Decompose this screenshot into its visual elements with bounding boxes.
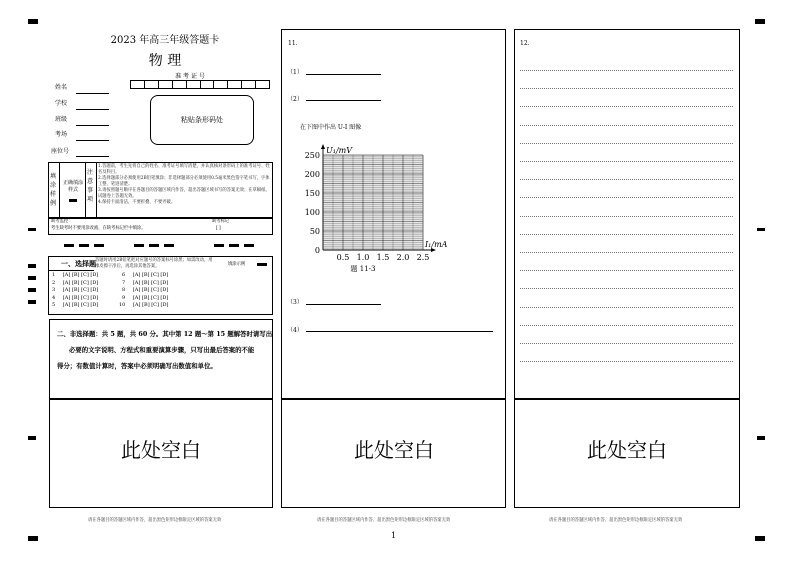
- question-row[interactable]: [119, 302, 168, 310]
- field-class-label: 班级: [55, 116, 68, 123]
- notes-list: [98, 164, 271, 206]
- q12-number: 12.: [520, 40, 530, 47]
- note-item: 3.请按照题号顺序在各题目的答题区域内作答，超出答题区域书写的答案无效；在草稿纸、试题卷上答题无效。: [98, 188, 270, 199]
- nonchoice-line: 必要的文字说明、方程式和重要演算步骤，只写出最后答案的不能: [69, 346, 255, 354]
- correct-fill-label: 正确填涂样式: [62, 180, 83, 193]
- timing-mark: [28, 264, 36, 268]
- question-row[interactable]: [122, 287, 168, 295]
- question-options[interactable]: [A] [B] [C] [D]: [62, 287, 99, 293]
- question-row[interactable]: [122, 280, 168, 288]
- answer-line[interactable]: [520, 252, 733, 253]
- question-options[interactable]: [A] [B] [C] [D]: [132, 279, 169, 286]
- x-tick-label: 1.0: [356, 253, 370, 262]
- question-options[interactable]: [A] [B] [C] [D]: [62, 294, 99, 301]
- timing-mark: [28, 276, 36, 280]
- question-options[interactable]: [A] [B] [C] [D]: [132, 294, 169, 301]
- answer-line[interactable]: [520, 270, 733, 271]
- question-options[interactable]: [A] [B] [C] [D]: [132, 272, 169, 278]
- question-options[interactable]: [A] [B] [C] [D]: [132, 287, 169, 293]
- blank-text: 此处空白: [121, 438, 201, 462]
- question-row[interactable]: [122, 295, 168, 303]
- answer-line[interactable]: [520, 106, 733, 107]
- nonchoice-instructions: [57, 326, 271, 374]
- timing-mark: [28, 436, 36, 440]
- field-seat-label: 座位号: [51, 148, 70, 155]
- missing-mark-box[interactable]: [ ]: [216, 226, 221, 231]
- answer-line[interactable]: [520, 361, 733, 362]
- q11-part2-label: （2）: [287, 96, 303, 103]
- subject-title: 物 理: [148, 53, 182, 69]
- q11-part4-line[interactable]: [306, 331, 493, 332]
- y-tick-label: 100: [304, 208, 320, 217]
- notes-label: 注意事项: [87, 169, 94, 203]
- choice-example-mark: [257, 263, 267, 266]
- question-options[interactable]: [A] [B] [C] [D]: [132, 302, 169, 308]
- nonchoice-line: 得分；有数值计算时，答案中必须明确写出数值和单位。: [57, 362, 217, 370]
- missing-exam-text: 考生缺考时不要用涂改液，在缺考标记栏中填涂。: [51, 226, 146, 231]
- answer-line[interactable]: [520, 216, 733, 217]
- question-number: 7: [122, 279, 126, 286]
- correct-fill-mark: [69, 199, 77, 202]
- y-tick-label: 0: [314, 246, 320, 255]
- missing-mark-label: 缺考标记: [212, 219, 230, 224]
- y-axis-arrow: [321, 144, 325, 149]
- q11-part2-line[interactable]: [306, 100, 381, 101]
- field-class-line[interactable]: [76, 125, 109, 126]
- note-item: 2.选择题部分必须使用2B铅笔填涂；非选择题部分必须使用0.5毫米黑色签字笔书写，字体工整、笔迹清楚。: [98, 176, 270, 187]
- field-name-label: 姓名: [55, 84, 68, 91]
- question-row[interactable]: [122, 272, 168, 280]
- y-tick-label: 150: [304, 189, 320, 198]
- fill-example-label: 填涂样例: [50, 173, 57, 207]
- field-room-label: 考场: [55, 131, 68, 138]
- choice-example-label: 填涂示例: [228, 262, 246, 267]
- question-number: 9: [122, 294, 126, 301]
- answer-line[interactable]: [520, 161, 733, 162]
- question-row[interactable]: [52, 272, 98, 280]
- question-options[interactable]: [A] [B] [C] [D]: [62, 279, 99, 286]
- answer-line[interactable]: [520, 125, 733, 126]
- y-tick-label: 200: [304, 170, 320, 179]
- timing-mark: [28, 19, 38, 24]
- answer-line[interactable]: [520, 179, 733, 180]
- q11-part4-label: （4）: [287, 327, 303, 334]
- nonchoice-line: 二、非选择题：共 5 题，共 60 分。其中第 12 题～第 15 题解答时请写出: [57, 330, 273, 338]
- exam-number-boxes[interactable]: [130, 80, 270, 89]
- divider: [85, 162, 86, 218]
- answer-line[interactable]: [520, 234, 733, 235]
- note-item: 4.保持卡面清洁，不要折叠、不要弄破。: [98, 200, 176, 205]
- field-school-label: 学校: [55, 100, 68, 107]
- footer-note: 请在各题目的答题区域内作答，超出黑色矩形边框限定区域的答案无效: [317, 518, 451, 523]
- choice-instruction: 答题时请用2B铅笔把对应题号的答案标号涂黑；如需改动，用橡皮擦干净后，再选涂其他答案。: [95, 258, 213, 269]
- footer-note: 请在各题目的答题区域内作答，超出黑色矩形边框限定区域的答案无效: [88, 518, 222, 523]
- question-row[interactable]: [52, 287, 98, 295]
- timing-mark: [28, 228, 36, 231]
- question-row[interactable]: [52, 280, 98, 288]
- note-item: 1.答题前，考生先将自己的姓名、准考证号填写清楚，并认真核对条形码上的准考证号、姓名及科目。: [98, 164, 270, 175]
- question-number: 4: [52, 294, 56, 301]
- timing-mark: [28, 300, 36, 304]
- missing-exam-label: 缺考监控：: [51, 219, 73, 224]
- field-school-line[interactable]: [76, 109, 109, 110]
- footer-note: 请在各题目的答题区域内作答，超出黑色矩形边框限定区域的答案无效: [549, 518, 683, 523]
- field-room-line[interactable]: [76, 140, 109, 141]
- y-axis-label: U₁/mV: [326, 146, 353, 155]
- field-seat-line[interactable]: [76, 156, 109, 157]
- timing-mark: [757, 436, 765, 440]
- question-number: 10: [119, 302, 126, 308]
- blank-text: 此处空白: [587, 438, 667, 462]
- answer-line[interactable]: [520, 143, 733, 144]
- barcode-box: [150, 95, 254, 145]
- question-options[interactable]: [A] [B] [C] [D]: [62, 272, 99, 278]
- question-number: 2: [52, 279, 56, 286]
- answer-line[interactable]: [520, 307, 733, 308]
- timing-mark: [757, 228, 765, 231]
- page-number: 1: [391, 531, 397, 540]
- graph-instruction: 在下图中作出 U-I 图像: [300, 124, 362, 131]
- choice-grid: [52, 272, 222, 312]
- answer-line[interactable]: [520, 325, 733, 326]
- x-tick-label: 2.5: [416, 253, 430, 262]
- divider: [96, 162, 97, 218]
- question-row[interactable]: [52, 295, 98, 303]
- divider: [59, 162, 60, 218]
- card-title: 2023 年高三年级答题卡: [110, 35, 220, 46]
- question-number: 8: [122, 287, 126, 293]
- answer-line[interactable]: [520, 197, 733, 198]
- timing-dashes: [64, 244, 264, 247]
- question-number: 3: [52, 287, 56, 293]
- timing-mark: [755, 19, 765, 24]
- choice-title: 一、选择题: [61, 259, 96, 268]
- divider: [48, 270, 94, 271]
- ui-graph[interactable]: [304, 142, 448, 274]
- answer-line[interactable]: [520, 70, 733, 71]
- y-tick-label: 250: [304, 151, 320, 160]
- q11-part3-line[interactable]: [306, 304, 381, 305]
- timing-mark: [28, 288, 36, 292]
- blank-text: 此处空白: [354, 438, 434, 462]
- question-number: 6: [122, 272, 126, 278]
- x-tick-label: 1.5: [376, 253, 390, 262]
- answer-line[interactable]: [520, 88, 733, 89]
- x-axis-label: I₁/mA: [425, 240, 448, 249]
- q11-number: 11.: [288, 40, 298, 47]
- barcode-label: 粘贴条形码处: [181, 116, 223, 124]
- timing-mark: [755, 536, 765, 541]
- y-tick-label: 50: [309, 227, 320, 236]
- question-number: 5: [52, 302, 56, 308]
- question-options[interactable]: [A] [B] [C] [D]: [62, 302, 99, 308]
- q11-part1-label: （1）: [287, 69, 303, 76]
- q11-part1-line[interactable]: [306, 74, 381, 75]
- answer-line[interactable]: [520, 288, 733, 289]
- question-row[interactable]: [52, 302, 98, 310]
- question-number: 1: [52, 272, 56, 278]
- x-tick-label: 2.0: [396, 253, 410, 262]
- field-name-line[interactable]: [76, 93, 109, 94]
- exam-number-label: 准 考 证 号: [175, 73, 205, 80]
- x-tick-label: 0.5: [336, 253, 350, 262]
- answer-line[interactable]: [520, 343, 733, 344]
- q11-part3-label: （3）: [287, 299, 303, 306]
- timing-mark: [28, 536, 38, 541]
- figure-caption: 题 11-3: [350, 265, 376, 273]
